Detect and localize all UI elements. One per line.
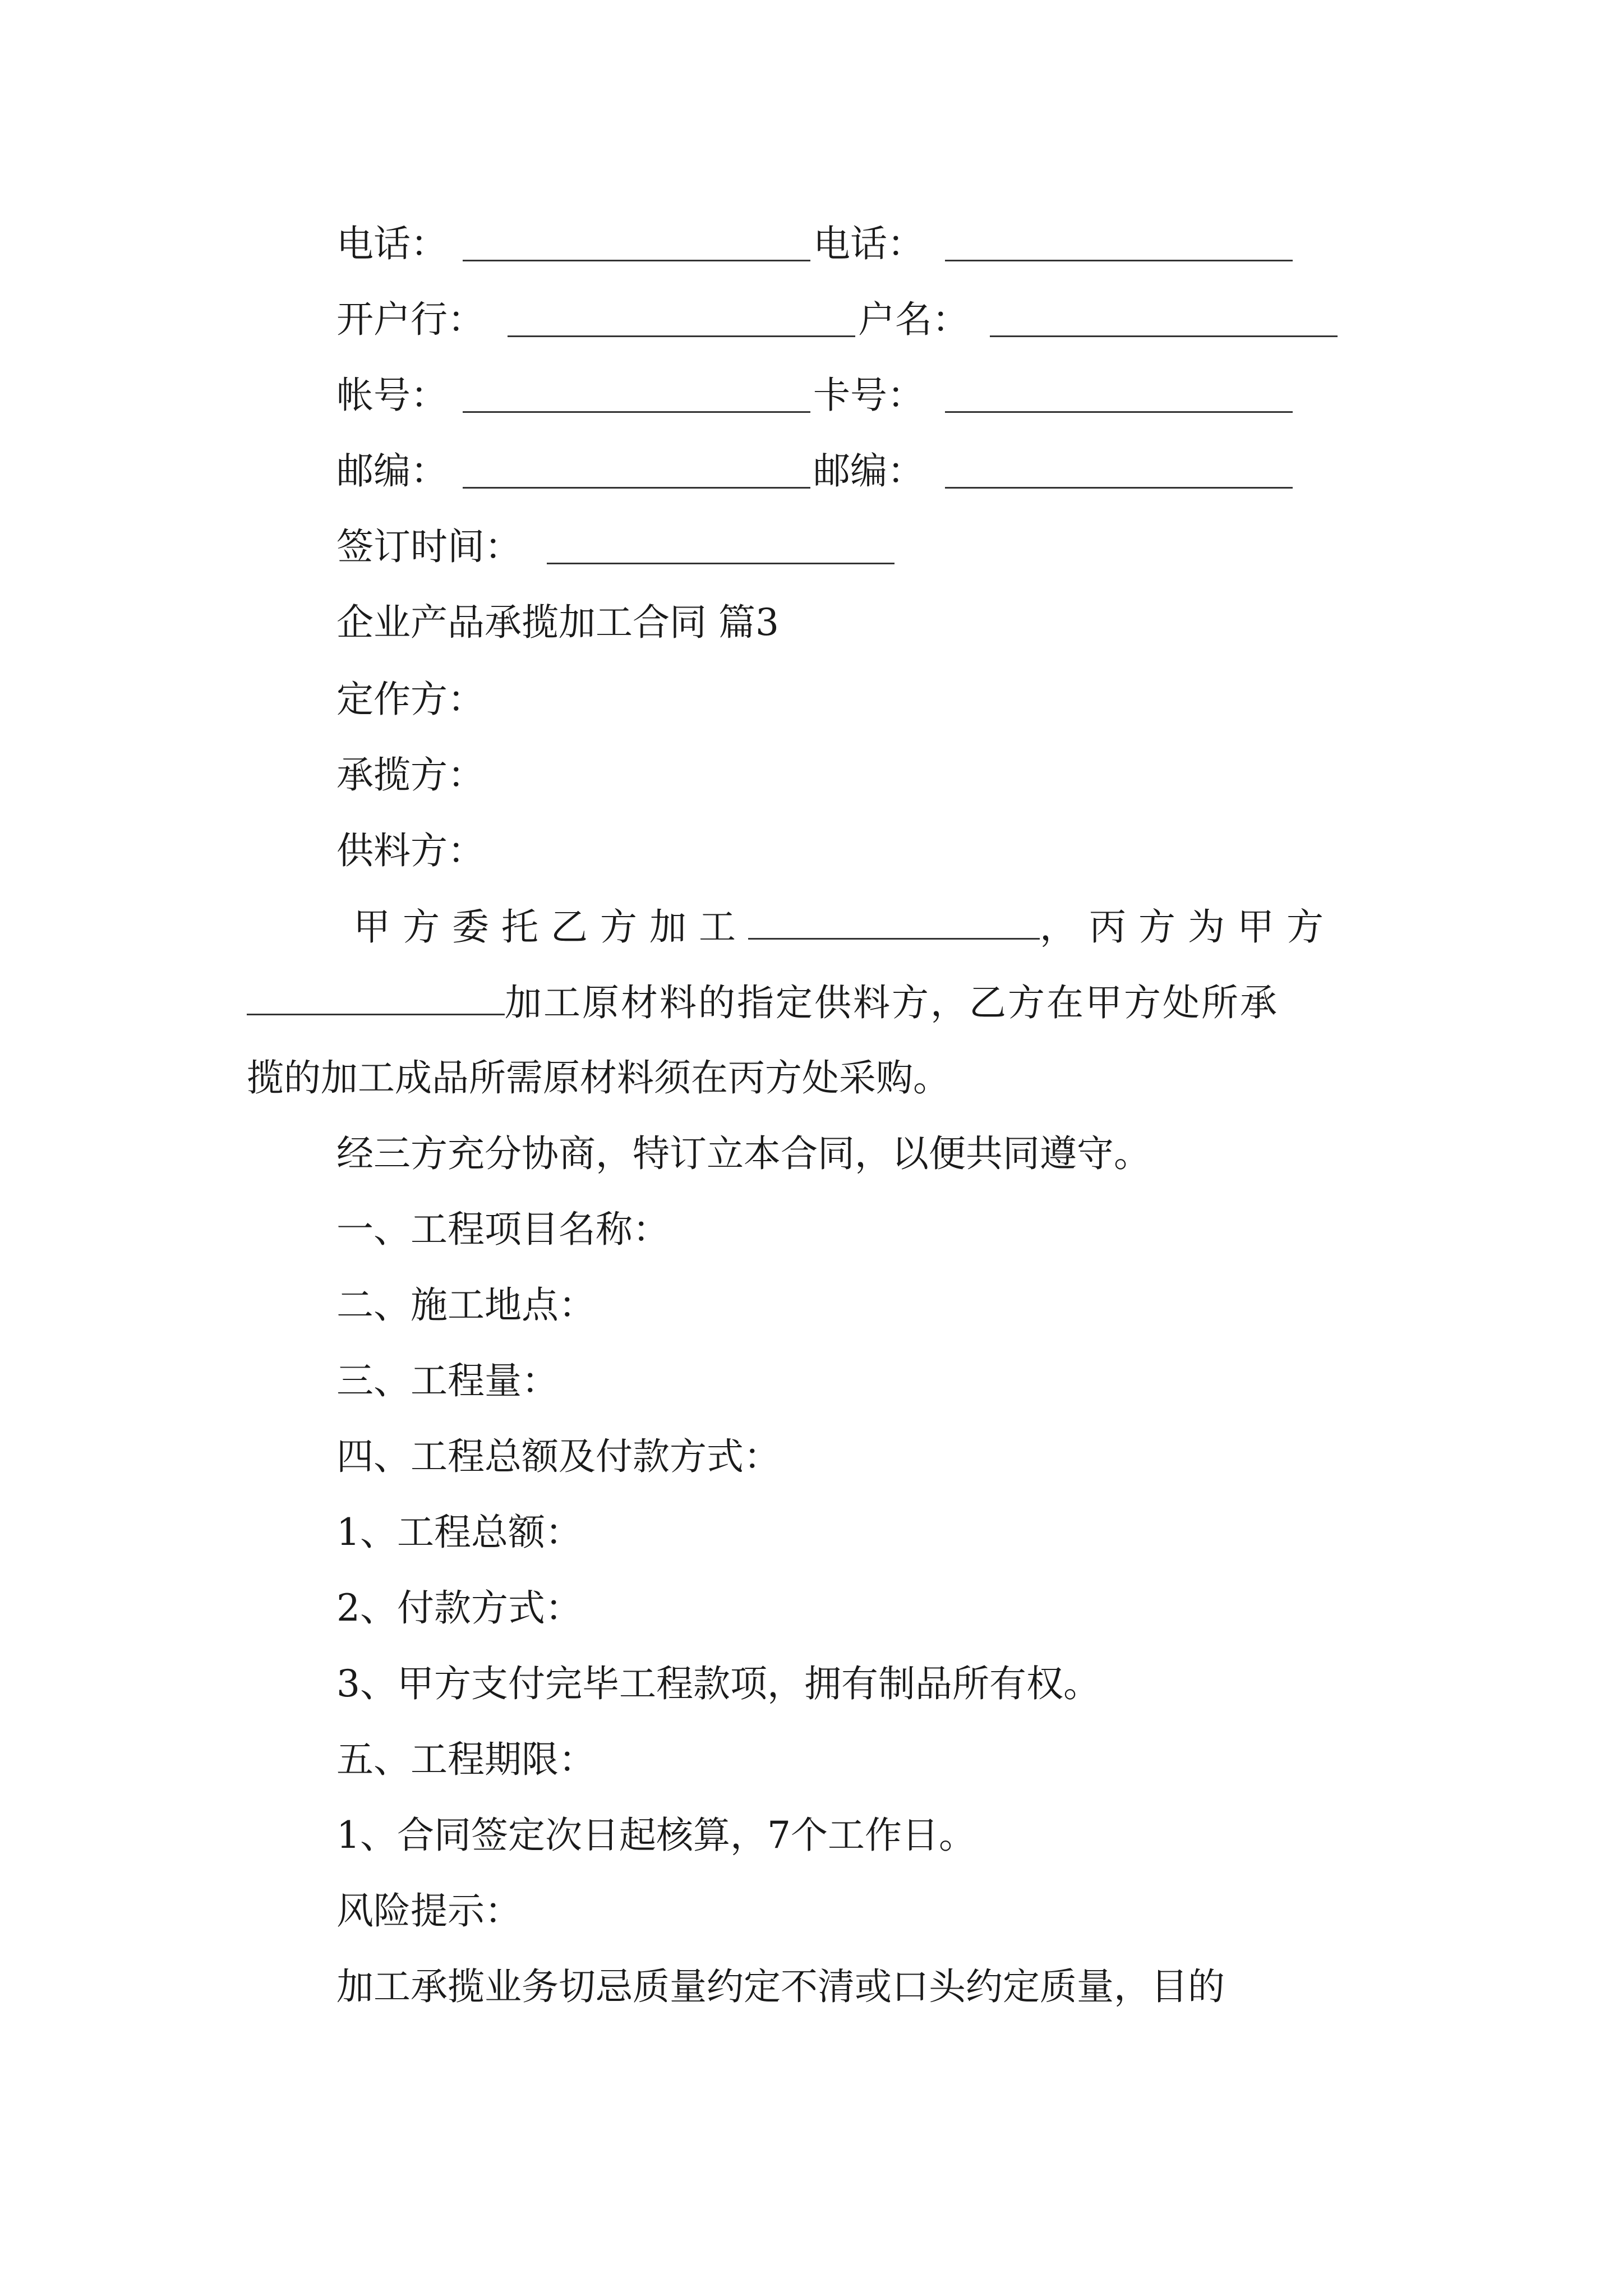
clause-1-project-name: 一、工程项目名称： [336,1208,670,1251]
card-number-label: 卡号： [813,374,924,417]
postcode-label-left: 邮编： [336,449,448,493]
account-name-blank [990,335,1338,337]
clause-2-site: 二、施工地点： [336,1283,596,1327]
clause-4-2-method: 2、付款方式： [336,1586,582,1630]
account-name-label: 户名： [858,298,969,341]
section-title: 企业产品承揽加工合同 篇3 [336,601,779,644]
intro-line-1-start: 甲方委托乙方加工 [353,905,748,949]
party-contractor: 承揽方： [336,753,485,797]
sign-time-label: 签订时间： [336,525,522,568]
clause-4-1-total: 1、工程总额： [336,1511,582,1554]
intro-line-2 [247,974,1279,1031]
risk-notice-text: 加工承揽业务切忌质量约定不清或口头约定质量，目的 [336,1965,1225,2008]
phone-blank-right [945,260,1293,261]
intro-line-1-end: ，丙方为甲方 [1040,905,1336,949]
phone-label-right: 电话： [813,222,924,265]
intro-line-3: 揽的加工成品所需原材料须在丙方处采购。 [247,1056,950,1099]
phone-blank-left [463,260,810,261]
supplier-name-blank [247,974,505,1015]
card-number-blank [945,411,1293,413]
clause-4-payment: 四、工程总额及付款方式： [336,1435,781,1478]
intro-line-2-text: 加工原材料的指定供料方，乙方在甲方处所承 [505,981,1279,1024]
agreement-statement: 经三方充分协商，特订立本合同，以便共同遵守。 [336,1132,1151,1175]
clause-5-1-duration: 1、合同签定次日起核算，7个工作日。 [336,1814,976,1857]
account-number-label: 帐号： [336,374,448,417]
clause-5-term: 五、工程期限： [336,1738,596,1781]
intro-line-1 [353,899,1336,955]
clause-3-quantity: 三、工程量： [336,1359,559,1402]
postcode-blank-right [945,487,1293,489]
postcode-blank-left [463,487,810,489]
party-supplier: 供料方： [336,829,485,872]
clause-4-3-ownership: 3、甲方支付完毕工程款项，拥有制品所有权。 [336,1662,1100,1705]
processed-item-blank [748,899,1040,940]
bank-blank [508,335,855,337]
party-orderer: 定作方： [336,678,485,721]
phone-label-left: 电话： [336,222,448,265]
sign-time-blank [547,563,895,564]
bank-label: 开户行： [336,298,485,341]
account-number-blank [463,411,810,413]
risk-notice-heading: 风险提示： [336,1889,522,1932]
postcode-label-right: 邮编： [813,449,924,493]
